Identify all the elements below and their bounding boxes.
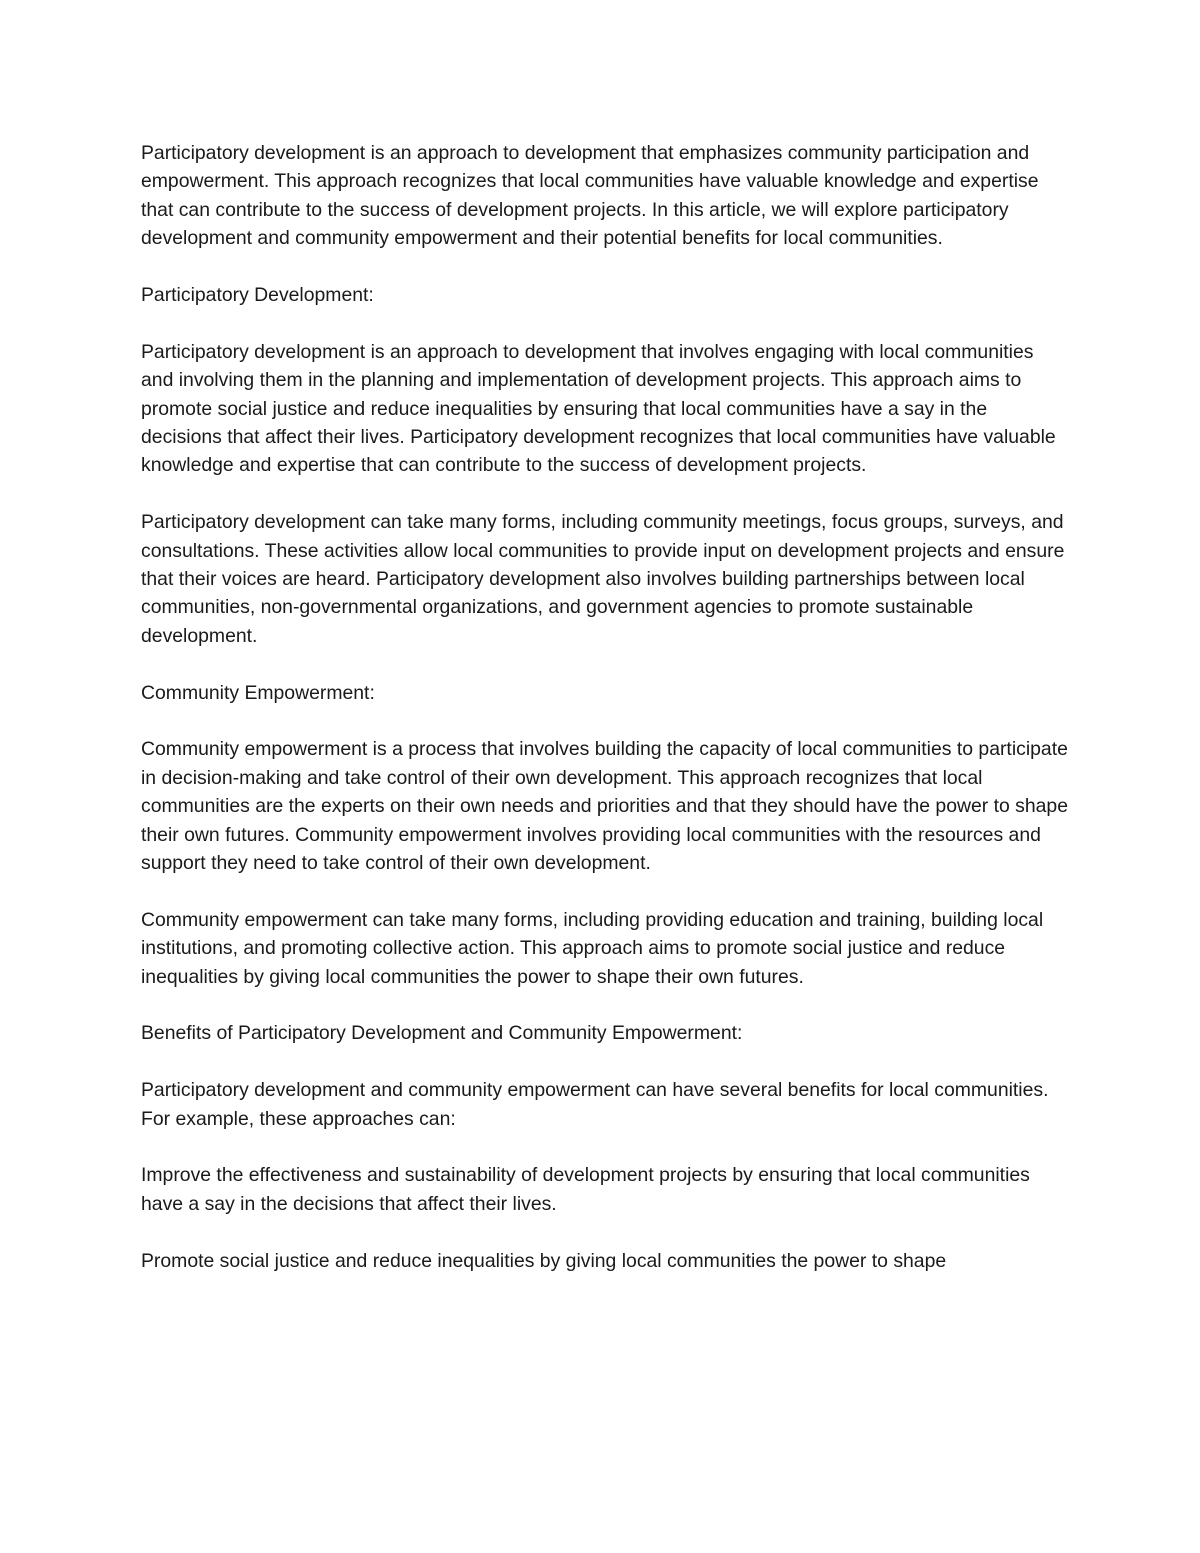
document-body bbox=[141, 139, 1071, 1303]
benefit-social-justice-paragraph: Promote social justice and reduce inequalities by giving local communities the power to shape bbox=[141, 1249, 947, 1272]
empowerment-forms-paragraph: Community empowerment can take many forms, including providing education and training, building local institutions, and promoting collective action. This approach aims to promote social justice and reduce inequalities by giving local communities the power to shape their own futures. bbox=[141, 908, 1044, 988]
participatory-definition-paragraph: Participatory development is an approach to development that involves engaging with local communities and involving them in the planning and implementation of development projects. This approach aims to promote social justice and reduce inequalities by ensuring that local communities have a say in the decisions that affect their lives. Participatory development recognizes that local communities have valuable knowledge and expertise that can contribute to the success of development projects. bbox=[141, 340, 1056, 477]
section-heading-participatory-development: Participatory Development: bbox=[141, 284, 374, 307]
section-heading-community-empowerment: Community Empowerment: bbox=[141, 681, 375, 704]
empowerment-definition-paragraph: Community empowerment is a process that involves building the capacity of local communities to participate in decision-making and take control of their own development. This approach recognizes that local communities are the experts on their own needs and priorities and that they should have the power to shape their own futures. Community empowerment involves providing local communities with the resources and support they need to take control of their own development. bbox=[141, 738, 1069, 875]
benefit-effectiveness-paragraph: Improve the effectiveness and sustainability of development projects by ensuring that local communities have a say in the decisions that affect their lives. bbox=[141, 1164, 1030, 1215]
section-heading-benefits: Benefits of Participatory Development and Community Empowerment: bbox=[141, 1022, 743, 1045]
benefits-intro-paragraph: Participatory development and community empowerment can have several benefits for local communities. For example, these approaches can: bbox=[141, 1079, 1049, 1130]
participatory-forms-paragraph: Participatory development can take many forms, including community meetings, focus groups, surveys, and consultations. These activities allow local communities to provide input on development projects and ensure that their voices are heard. Participatory development also involves building partnerships between local communities, non-governmental organizations, and government agencies to promote sustainable development. bbox=[141, 511, 1065, 647]
intro-paragraph: Participatory development is an approach to development that emphasizes community participation and empowerment. This approach recognizes that local communities have valuable knowledge and expertise that can contribute to the success of development projects. In this article, we will explore participatory development and community empowerment and their potential benefits for local communities. bbox=[141, 142, 1039, 250]
